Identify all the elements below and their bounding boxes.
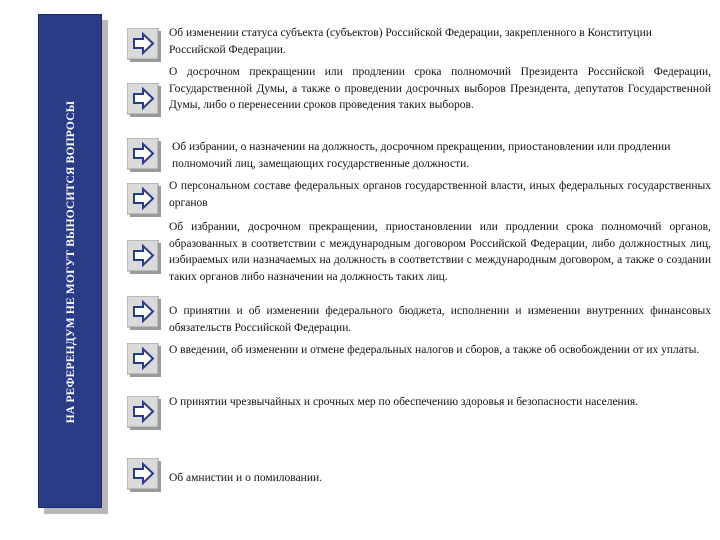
- item-amnesty-pardon: Об амнистии и о помиловании.: [169, 472, 323, 484]
- item-status-change: Об изменении статуса субъекта (субъектов) Российской Федерации, закрепленного в Конституции Российской Федерации.: [169, 27, 652, 56]
- arrow-right-icon: [127, 343, 161, 377]
- item-president-duma-terms: О досрочном прекращении или продлении срока полномочий Президента Российской Федерации, Государственной Думы, а также о проведении досрочных выборов Президента, депутатов Государственной Думы, либо о перенесении сроков проведения таких выборов.: [169, 66, 711, 111]
- arrow-right-icon: [127, 183, 161, 217]
- item-state-positions: Об избрании, о назначении на должность, досрочном прекращении, приостановлении или продлении полномочий лиц, замещающих государственные должности.: [172, 141, 671, 170]
- arrow-right-icon: [127, 28, 161, 62]
- side-panel-box: [38, 14, 102, 508]
- side-panel: [38, 14, 108, 514]
- arrow-right-icon: [127, 138, 161, 172]
- arrow-right-icon: [127, 296, 161, 330]
- item-federal-budget: О принятии и об изменении федерального бюджета, исполнении и изменении внутренних финансовых обязательств Российской Федерации.: [169, 305, 711, 334]
- item-emergency-measures: О принятии чрезвычайных и срочных мер по обеспечению здоровья и безопасности населения.: [169, 396, 639, 408]
- side-title: НА РЕФЕРЕНДУМ НЕ МОГУТ ВЫНОСИТСЯ ВОПРОСЫ: [65, 100, 77, 424]
- item-federal-bodies-staff: О персональном составе федеральных органов государственной власти, иных федеральных государственных органов: [169, 180, 711, 209]
- arrow-right-icon: [127, 396, 161, 430]
- arrow-right-icon: [127, 83, 161, 117]
- item-international-bodies: Об избрании, досрочном прекращении, приостановлении или продлении срока полномочий органов, образованных в соответствии с международным договором Российской Федерации, либо должностных лиц, избираемых или назначаемых на должность в соответствии с международным договором, а также о создании таких органов либо назначении на должность таких лиц.: [169, 221, 711, 283]
- arrow-right-icon: [127, 458, 161, 492]
- item-taxes-fees: О введении, об изменении и отмене федеральных налогов и сборов, а также об освобождении от их уплаты.: [169, 344, 700, 356]
- arrow-right-icon: [127, 240, 161, 274]
